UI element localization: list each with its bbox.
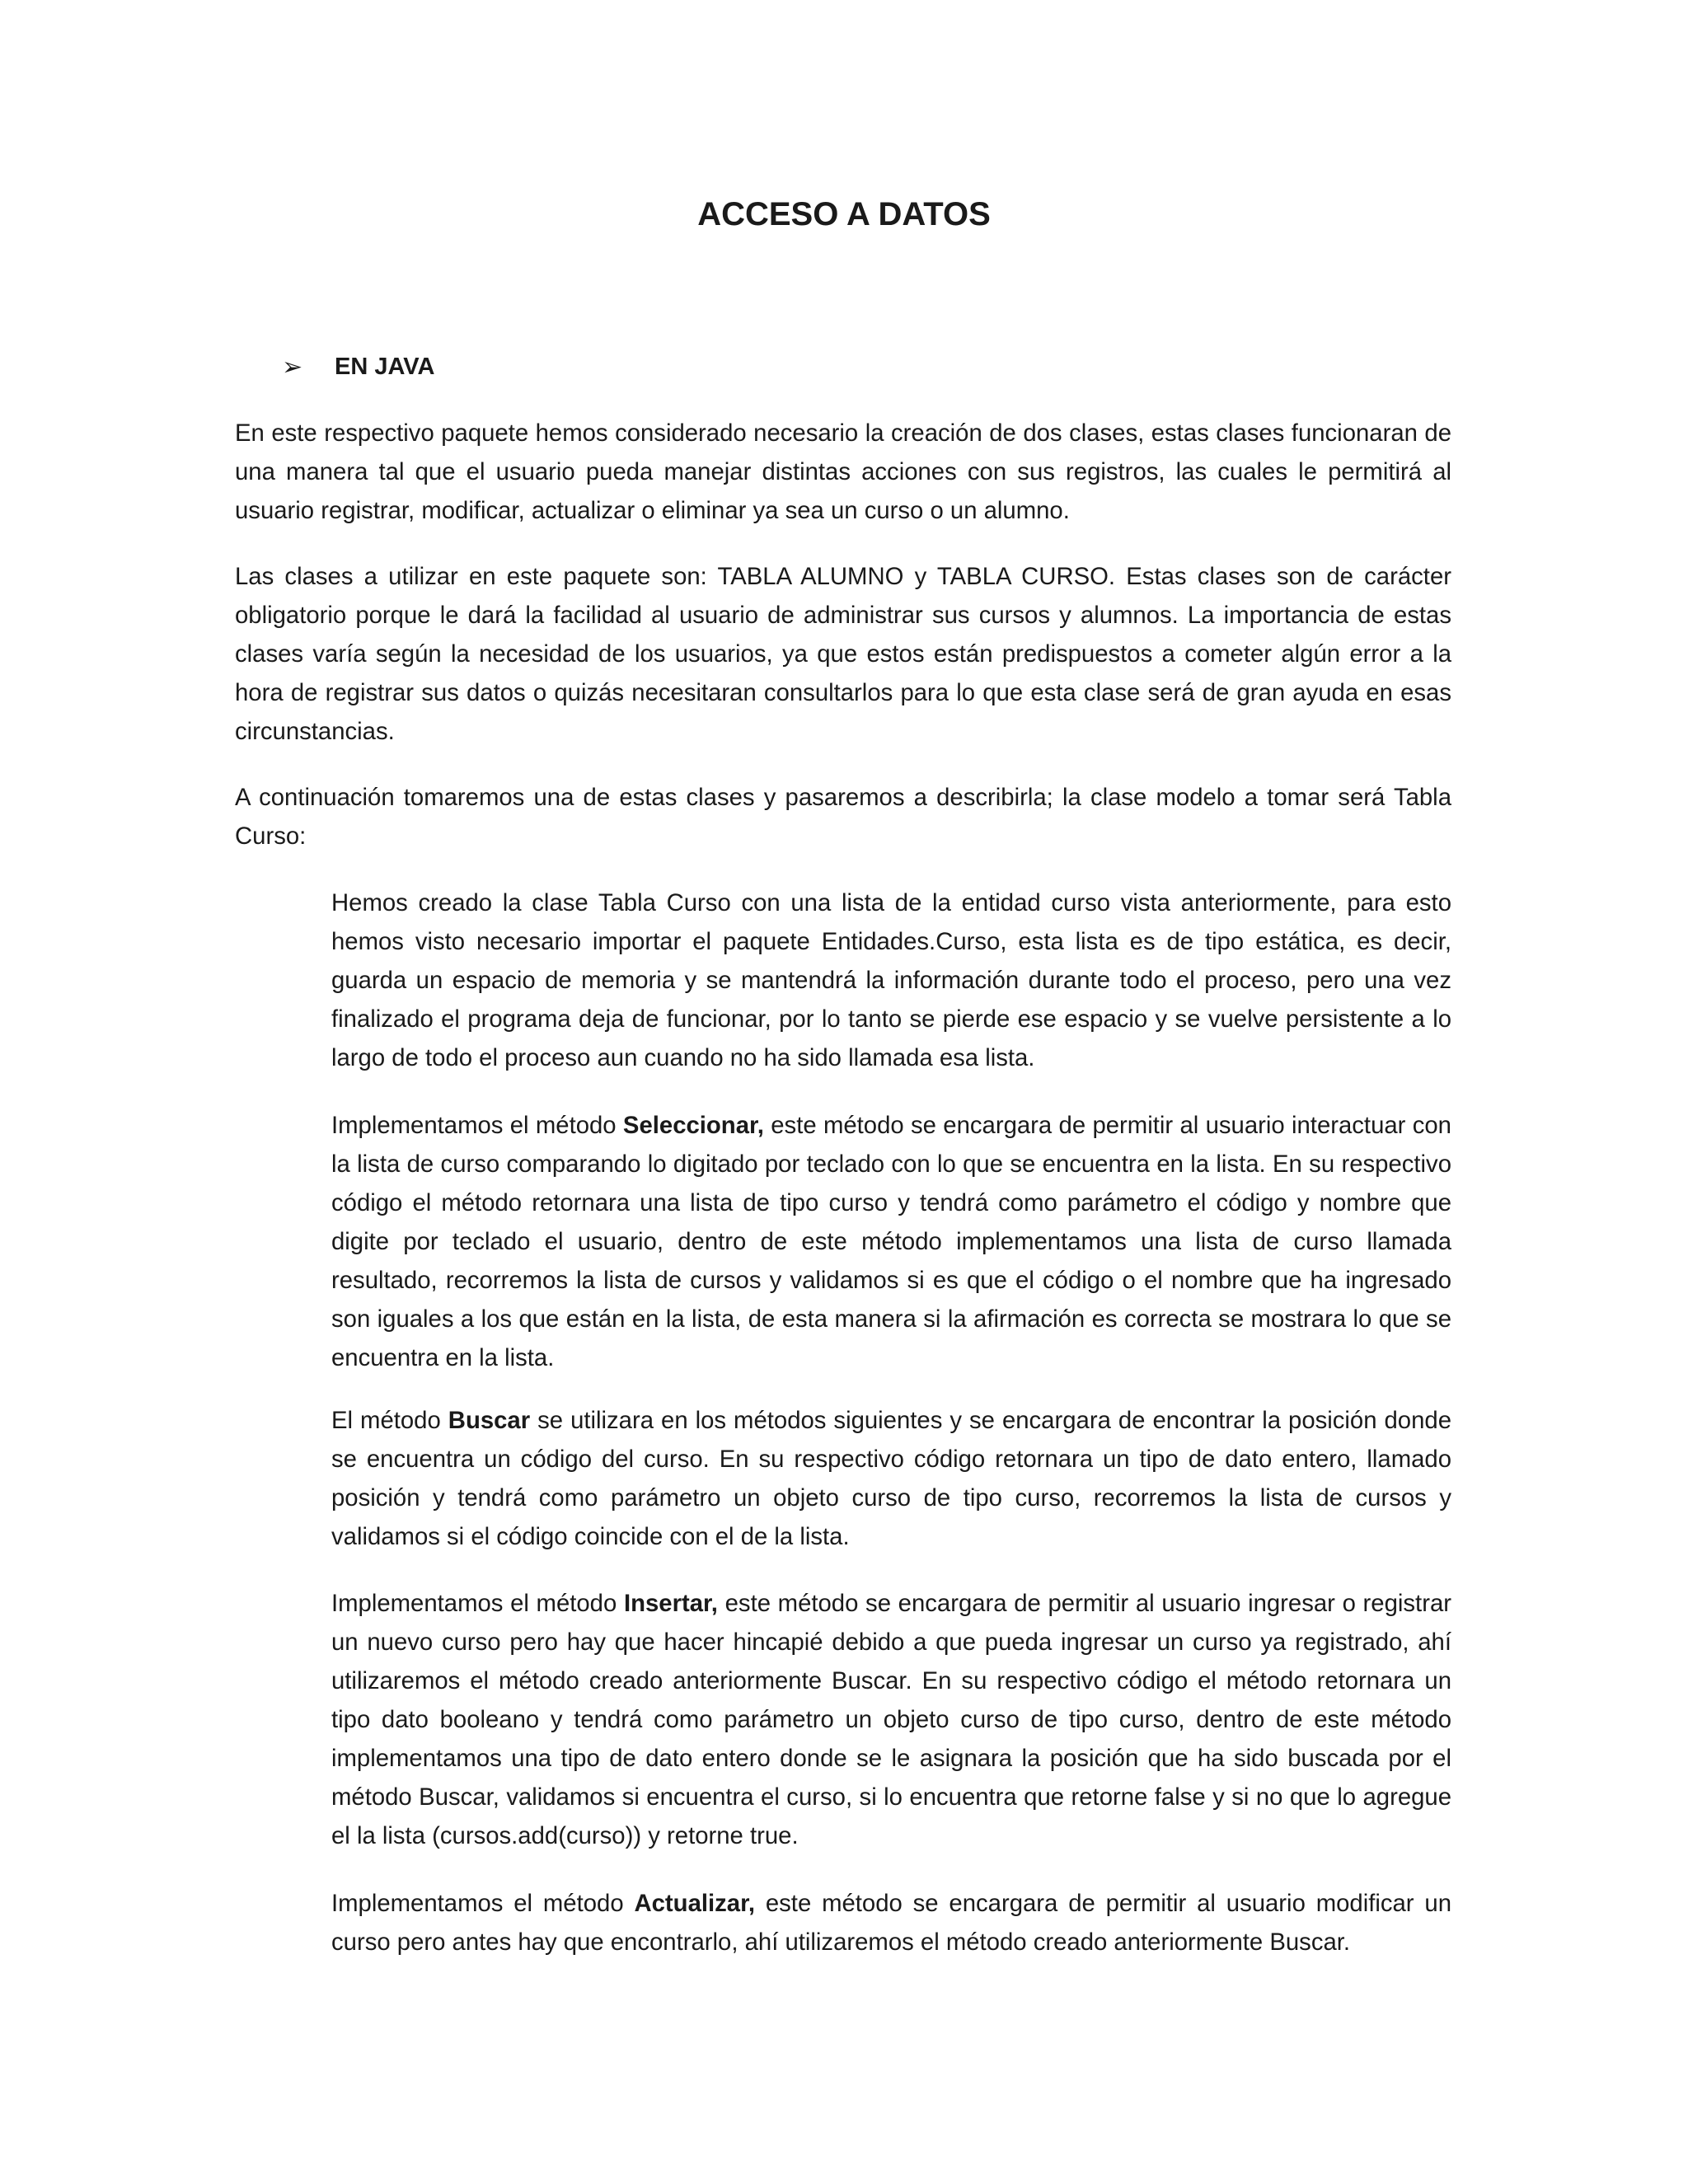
paragraph-text: Implementamos el método	[331, 1590, 624, 1617]
paragraph-classes: Las clases a utilizar en este paquete son: TABLA ALUMNO y TABLA CURSO. Estas clases son de carácter obligatorio porque le dará la facilidad al usuario de administrar sus cursos y alumnos. La importancia de estas clases varía según la necesidad de los usuarios, ya que estos están predispuestos a cometer algún error a la hora de registrar sus datos o quizás necesitaran consultarlos para lo que esta clase será de gran ayuda en esas circunstancias.	[235, 563, 1451, 745]
document-title: ACCESO A DATOS	[697, 196, 991, 232]
method-name-seleccionar: Seleccionar,	[622, 1112, 764, 1139]
paragraph-text: este método se encargara de permitir al usuario interactuar con la lista de curso comparando lo digitado por teclado con lo que se encuentra en la lista. En su respectivo código el método retornara una lista de tipo curso y tendrá como parámetro el código y nombre que digite por teclado el usuario, dentro de este método implementamos una lista de curso llamada resultado, recorremos la lista de cursos y validamos si es que el código o el nombre que ha ingresado son iguales a los que están en la lista, de esta manera si la afirmación es correcta se mostrara lo que se encuentra en la lista.	[331, 1112, 1451, 1371]
paragraph-text: Implementamos el método	[331, 1112, 623, 1139]
section-heading-label: EN JAVA	[335, 354, 435, 380]
paragraph-text: este método se encargara de permitir al usuario ingresar o registrar un nuevo curso pero hay que hacer hincapié debido a que pueda ingresar un curso ya registrado, ahí utilizaremos el método creado anteriormente Buscar. En su respectivo código el método retornara un tipo dato booleano y tendrá como parámetro un objeto curso de tipo curso, dentro de este método implementamos una tipo de dato entero donde se le asignara la posición que ha sido buscada por el método Buscar, validamos si encuentra el curso, si lo encuentra que retorne false y si no que lo agregue el la lista (cursos.add(curso)) y retorne true.	[331, 1590, 1451, 1849]
arrow-bullet-icon: ➢	[282, 354, 303, 381]
paragraph-insertar	[331, 1584, 1451, 1855]
paragraph-text: este método se encargara de permitir al usuario modificar un curso pero antes hay que encontrarlo, ahí utilizaremos el método creado anteriormente Buscar.	[331, 1890, 1451, 1956]
method-name-actualizar: Actualizar,	[634, 1890, 756, 1917]
section-heading	[282, 353, 434, 382]
paragraph-text: Implementamos el método	[331, 1890, 635, 1917]
paragraph-buscar	[331, 1401, 1451, 1556]
paragraph-intro: En este respectivo paquete hemos considerado necesario la creación de dos clases, estas clases funcionaran de una manera tal que el usuario pueda manejar distintas acciones con sus registros, las cuales le permitirá al usuario registrar, modificar, actualizar o eliminar ya sea un curso o un alumno.	[235, 419, 1451, 524]
paragraph-actualizar	[331, 1884, 1451, 1961]
method-name-buscar: Buscar	[448, 1407, 531, 1434]
method-name-insertar: Insertar,	[623, 1590, 718, 1617]
paragraph-seleccionar	[331, 1106, 1451, 1377]
paragraph-tabla-curso: Hemos creado la clase Tabla Curso con una lista de la entidad curso vista anteriormente, para esto hemos visto necesario importar el paquete Entidades.Curso, esta lista es de tipo estática, es decir, guarda un espacio de memoria y se mantendrá la información durante todo el proceso, pero una vez finalizado el programa deja de funcionar, por lo tanto se pierde ese espacio y se vuelve persistente a lo largo de todo el proceso aun cuando no ha sido llamada esa lista.	[331, 889, 1451, 1071]
paragraph-text: El método	[331, 1407, 448, 1434]
paragraph-continuation: A continuación tomaremos una de estas clases y pasaremos a describirla; la clase modelo a tomar será Tabla Curso:	[235, 784, 1451, 850]
paragraph-text: se utilizara en los métodos siguientes y se encargara de encontrar la posición donde se encuentra un código del curso. En su respectivo código retornara un tipo de dato entero, llamado posición y tendrá como parámetro un objeto curso de tipo curso, recorremos la lista de cursos y validamos si el código coincide con el de la lista.	[331, 1407, 1451, 1550]
